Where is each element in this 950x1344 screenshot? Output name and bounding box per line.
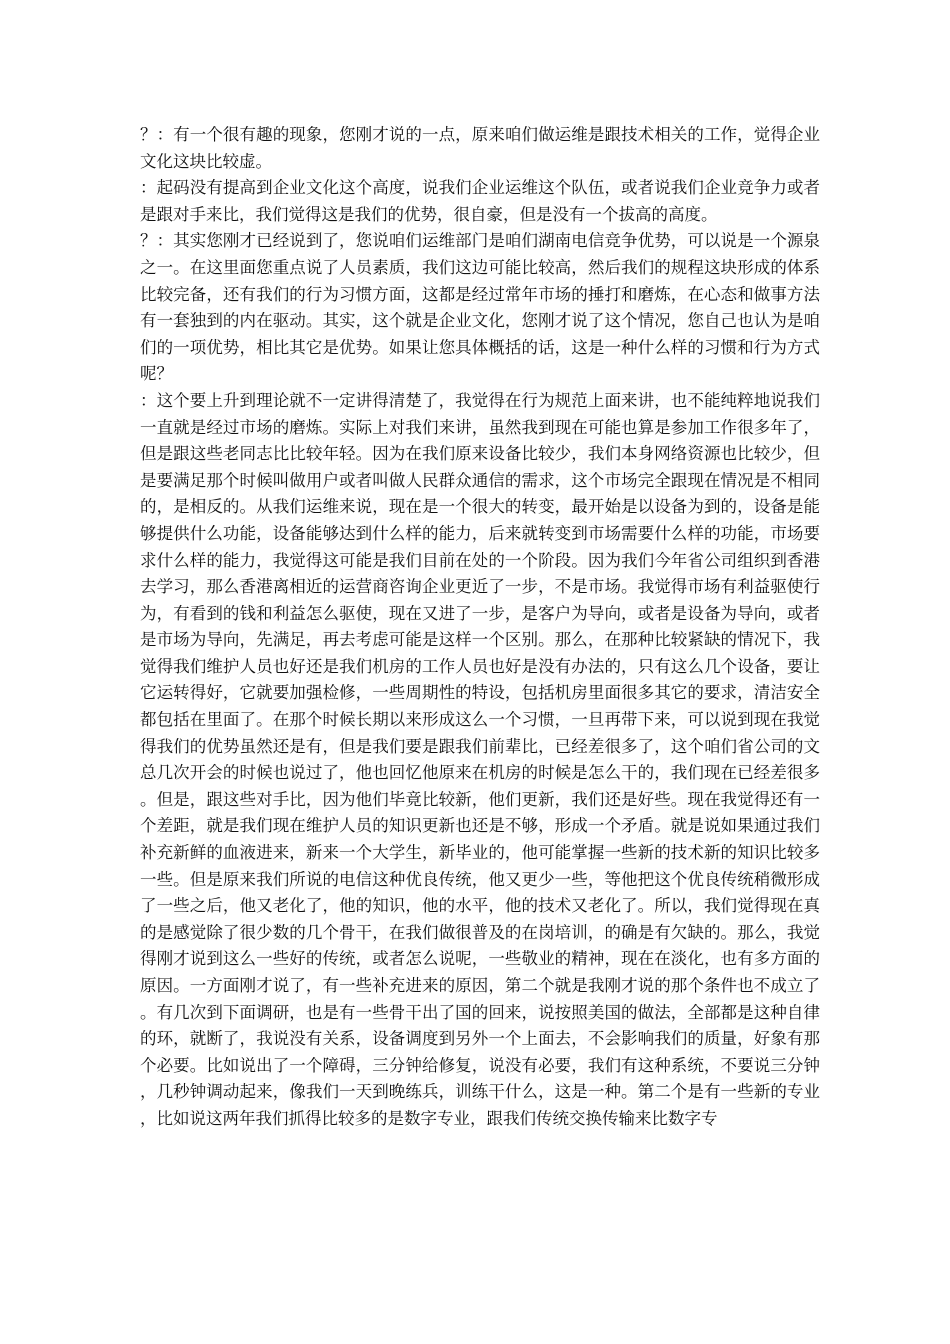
document-body: [140, 122, 820, 1133]
paragraph-answer-1: ：起码没有提高到企业文化这个高度，说我们企业运维这个队伍，或者说我们企业竞争力或者是跟对手来比，我们觉得这是我们的优势，很自豪，但是没有一个拔高的高度。: [140, 178, 820, 224]
paragraph-question-2: ？：其实您刚才已经说到了，您说咱们运维部门是咱们湖南电信竞争优势，可以说是一个源泉之一。在这里面您重点说了人员素质，我们这边可能比较高，然后我们的规程这块形成的体系比较完备，还有我们的行为习惯方面，这都是经过常年市场的捶打和磨炼，在心态和做事方法有一套独到的内在驱动。其实，这个就是企业文化，您刚才说了这个情况，您自己也认为是咱们的一项优势，相比其它是优势。如果让您具体概括的话，这是一种什么样的习惯和行为方式呢？: [140, 231, 820, 384]
paragraph-answer-2: ：这个要上升到理论就不一定讲得清楚了，我觉得在行为规范上面来讲，也不能纯粹地说我们一直就是经过市场的磨炼。实际上对我们来讲，虽然我到现在可能也算是参加工作很多年了，但是跟这些老同志比比较年轻。因为在我们原来设备比较少，我们本身网络资源也比较少，但是要满足那个时候叫做用户或者叫做人民群众通信的需求，这个市场完全跟现在情况是不相同的，是相反的。从我们运维来说，现在是一个很大的转变，最开始是以设备为到的，设备是能够提供什么功能，设备能够达到什么样的能力，后来就转变到市场需要什么样的功能，市场要求什么样的能力，我觉得这可能是我们目前在处的一个阶段。因为我们今年省公司组织到香港去学习，那么香港离相近的运营商咨询企业更近了一步，不是市场。我觉得市场有利益驱使行为，有看到的钱和利益怎么驱使，现在又进了一步，是客户为导向，或者是设备为导向，或者是市场为导向，先满足，再去考虑可能是这样一个区别。那么，在那种比较紧缺的情况下，我觉得我们维护人员也好还是我们机房的工作人员也好是没有办法的，只有这么几个设备，要让它运转得好，它就要加强检修，一些周期性的特设，包括机房里面很多其它的要求，清洁安全都包括在里面了。在那个时候长期以来形成这么一个习惯，一旦再带下来，可以说到现在我觉得我们的优势虽然还是有，但是我们要是跟我们前辈比，已经差很多了，这个咱们省公司的文总几次开会的时候也说过了，他也回忆他原来在机房的时候是怎么干的，我们现在已经差很多。但是，跟这些对手比，因为他们毕竟比较新，他们更新，我们还是好些。现在我觉得还有一个差距，就是我们现在维护人员的知识更新也还是不够，形成一个矛盾。就是说如果通过我们补充新鲜的血液进来，新来一个大学生，新毕业的，他可能掌握一些新的技术新的知识比较多一些。但是原来我们所说的电信这种优良传统，他又更少一些，等他把这个优良传统稍微形成了一些之后，他又老化了，他的知识，他的水平，他的技术又老化了。所以，我们觉得现在真的是感觉除了很少数的几个骨干，在我们做很普及的在岗培训，的确是有欠缺的。那么，我觉得刚才说到这么一些好的传统，或者怎么说呢，一些敬业的精神，现在在淡化，也有多方面的原因。一方面刚才说了，有一些补充进来的原因，第二个就是我刚才说的那个条件也不成立了。有几次到下面调研，也是有一些骨干出了国的回来，说按照美国的做法，全部都是这种自律的环，就断了，我说没有关系，设备调度到另外一个上面去，不会影响我们的质量，好象有那个必要。比如说出了一个障碍，三分钟给修复，说没有必要，我们有这种系统，不要说三分钟，几秒钟调动起来，像我们一天到晚练兵，训练干什么，这是一种。第二个是有一些新的专业，比如说这两年我们抓得比较多的是数字专业，跟我们传统交换传输来比数字专: [140, 390, 820, 1128]
paragraph-question-1: ？：有一个很有趣的现象，您刚才说的一点，原来咱们做运维是跟技术相关的工作，觉得企业文化这块比较虚。: [140, 125, 820, 171]
